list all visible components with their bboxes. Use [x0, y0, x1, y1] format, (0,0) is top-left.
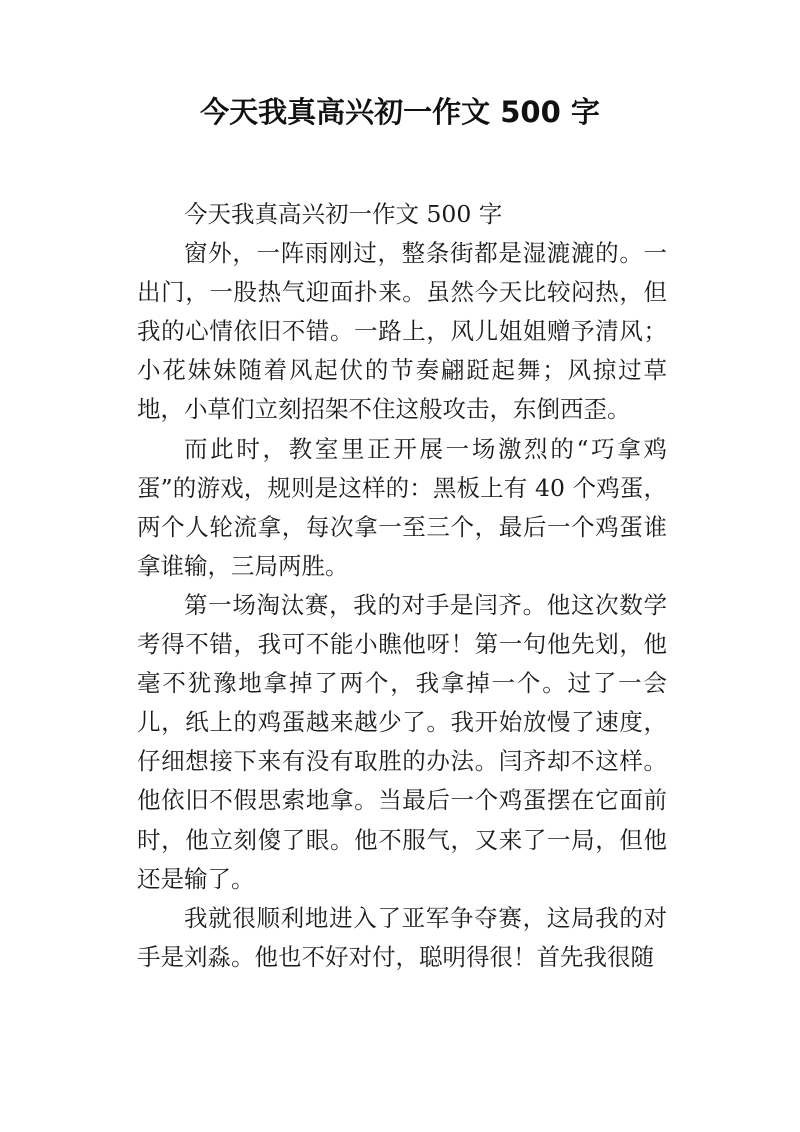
paragraph: 今天我真高兴初一作文 500 字	[184, 200, 503, 228]
paragraph: 我就很顺利地进入了亚军争夺赛，这局我的对手是刘淼。他也不好对付，聪明得很！首先我很随	[137, 903, 667, 971]
paragraph: 窗外，一阵雨刚过，整条街都是湿漉漉的。一出门，一股热气迎面扑来。虽然今天比较闷热，但我的心情依旧不错。一路上，风儿姐姐赠予清风；小花妹妹随着风起伏的节奏翩跹起舞；风掠过草地，小草们立刻招架不住这般攻击，东倒西歪。	[137, 239, 667, 424]
document-title: 今天我真高兴初一作文 500 字	[200, 95, 600, 129]
paragraph: 第一场淘汰赛，我的对手是闫齐。他这次数学考得不错，我可不能小瞧他呀！第一句他先划，他毫不犹豫地拿掉了两个，我拿掉一个。过了一会儿，纸上的鸡蛋越来越少了。我开始放慢了速度，仔细想接下来有没有取胜的办法。闫齐却不这样。他依旧不假思索地拿。当最后一个鸡蛋摆在它面前时，他立刻傻了眼。他不服气，又来了一局，但他还是输了。	[137, 590, 667, 893]
paragraph: 而此时，教室里正开展一场激烈的“巧拿鸡蛋”的游戏，规则是这样的：黑板上有 40 个鸡蛋，两个人轮流拿，每次拿一至三个，最后一个鸡蛋谁拿谁输，三局两胜。	[137, 434, 667, 580]
document-body	[137, 195, 667, 977]
